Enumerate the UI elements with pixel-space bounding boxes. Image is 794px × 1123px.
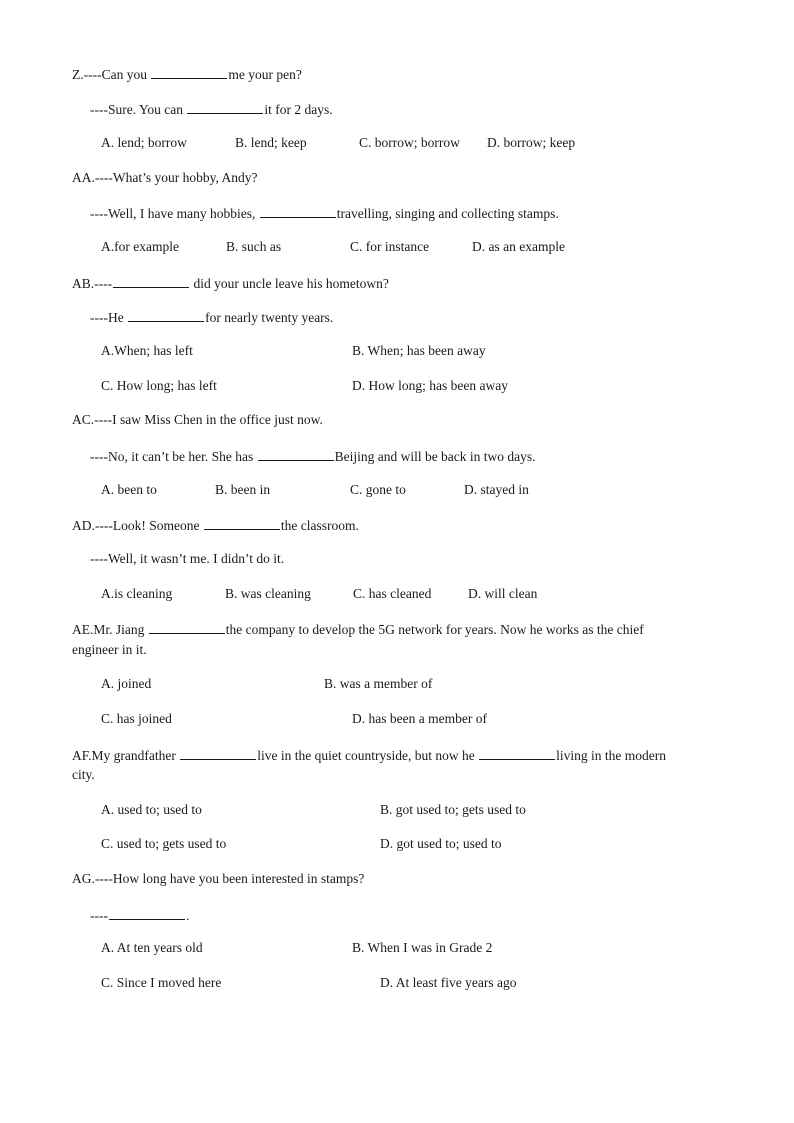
option-a: A.is cleaning <box>101 586 173 601</box>
question-ag-reply: ---- . <box>90 908 190 923</box>
question-ad-stem: AD.----Look! Someone the classroom. <box>72 518 359 533</box>
question-ab-reply: ----He for nearly twenty years. <box>90 310 334 325</box>
answer-blank <box>113 274 189 288</box>
option-c: C. for instance <box>350 239 430 254</box>
answer-blank <box>151 65 227 79</box>
option-a: A. lend; borrow <box>101 135 187 150</box>
option-a: A.for example <box>101 239 179 254</box>
option-a: A. used to; used to <box>101 802 202 817</box>
option-c: C. has cleaned <box>353 586 432 601</box>
option-a: A. joined <box>101 676 152 691</box>
question-aa-reply: ----Well, I have many hobbies, travelling, singing and collecting stamps. <box>90 206 559 221</box>
question-ag-stem: AG.----How long have you been interested in stamps? <box>72 871 365 886</box>
question-af-stem: AF.My grandfather live in the quiet countryside, but now he living in the modern <box>72 748 666 763</box>
option-a: A. been to <box>101 482 157 497</box>
option-b: B. such as <box>226 239 282 254</box>
answer-blank <box>258 447 334 461</box>
option-b: B. was cleaning <box>225 586 311 601</box>
option-c: C. borrow; borrow <box>359 135 460 150</box>
answer-blank <box>180 746 256 760</box>
question-ae-stem: AE.Mr. Jiang the company to develop the 5G network for years. Now he works as the chief <box>72 622 644 637</box>
option-b: B. got used to; gets used to <box>380 802 526 817</box>
option-d: D. At least five years ago <box>380 975 517 990</box>
option-b: B. been in <box>215 482 271 497</box>
question-ac-stem: AC.----I saw Miss Chen in the office just now. <box>72 412 323 427</box>
option-a: A. At ten years old <box>101 940 203 955</box>
option-b: B. When; has been away <box>352 343 486 358</box>
option-b: B. When I was in Grade 2 <box>352 940 493 955</box>
option-a: A.When; has left <box>101 343 193 358</box>
option-c: C. How long; has left <box>101 378 217 393</box>
option-d: D. How long; has been away <box>352 378 508 393</box>
answer-blank <box>260 204 336 218</box>
option-d: D. stayed in <box>464 482 529 497</box>
option-b: B. lend; keep <box>235 135 307 150</box>
option-c: C. gone to <box>350 482 406 497</box>
option-c: C. used to; gets used to <box>101 836 227 851</box>
answer-blank <box>479 746 555 760</box>
option-c: C. has joined <box>101 711 172 726</box>
option-d: D. has been a member of <box>352 711 487 726</box>
answer-blank <box>109 906 185 920</box>
answer-blank <box>204 516 280 530</box>
question-ab-stem: AB.---- did your uncle leave his hometown? <box>72 276 389 291</box>
question-z-reply: ----Sure. You can it for 2 days. <box>90 102 333 117</box>
answer-blank <box>128 308 204 322</box>
question-z-stem: Z.----Can you me your pen? <box>72 67 302 82</box>
question-ae-stem-cont: engineer in it. <box>72 642 147 657</box>
option-d: D. as an example <box>472 239 565 254</box>
question-ad-reply: ----Well, it wasn’t me. I didn’t do it. <box>90 551 285 566</box>
question-ac-reply: ----No, it can’t be her. She has Beijing and will be back in two days. <box>90 449 536 464</box>
option-d: D. will clean <box>468 586 538 601</box>
answer-blank <box>187 100 263 114</box>
option-c: C. Since I moved here <box>101 975 222 990</box>
option-b: B. was a member of <box>324 676 433 691</box>
answer-blank <box>149 620 225 634</box>
question-aa-stem: AA.----What’s your hobby, Andy? <box>72 170 258 185</box>
option-d: D. borrow; keep <box>487 135 576 150</box>
option-d: D. got used to; used to <box>380 836 502 851</box>
question-af-stem-cont: city. <box>72 767 95 782</box>
